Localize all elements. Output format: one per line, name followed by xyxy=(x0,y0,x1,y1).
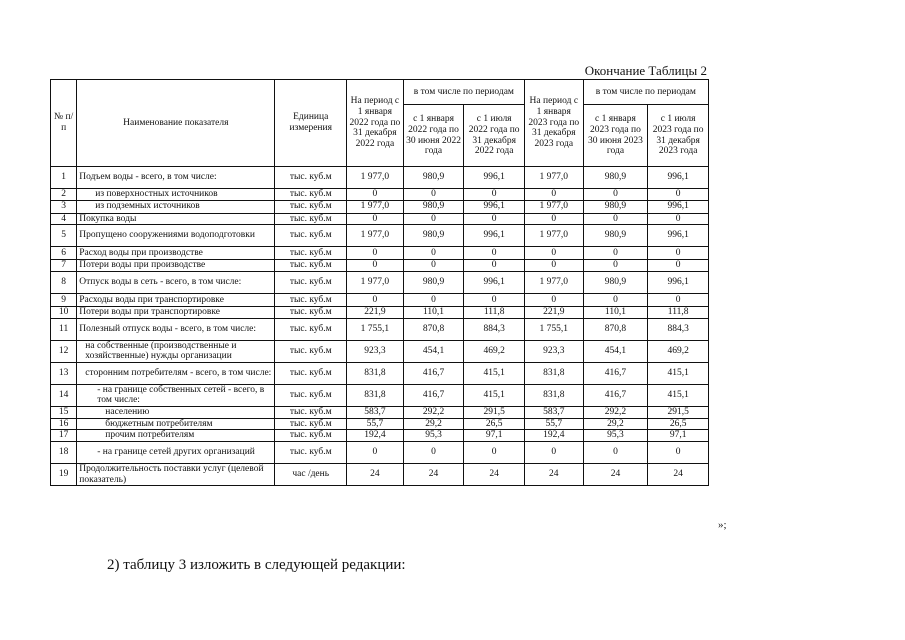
table-row xyxy=(51,306,709,318)
value-cell: 0 xyxy=(347,260,404,272)
row-number-cell: 18 xyxy=(51,441,77,463)
table-row xyxy=(51,213,709,225)
value-cell: 0 xyxy=(583,260,648,272)
value-cell: 97,1 xyxy=(464,430,525,442)
indicator-name-cell: населению xyxy=(77,407,275,419)
value-cell: 291,5 xyxy=(648,407,709,419)
value-cell: 221,9 xyxy=(347,306,404,318)
table-row xyxy=(51,247,709,260)
indicator-name-cell: Расход воды при производстве xyxy=(77,247,275,260)
value-cell: 996,1 xyxy=(464,200,525,213)
value-cell: 26,5 xyxy=(464,418,525,430)
table-row xyxy=(51,418,709,430)
row-number-cell: 13 xyxy=(51,362,77,384)
value-cell: 416,7 xyxy=(403,362,464,384)
unit-cell: тыс. куб.м xyxy=(275,189,347,201)
table-row xyxy=(51,271,709,293)
unit-cell: тыс. куб.м xyxy=(275,430,347,442)
water-balance-table xyxy=(50,79,709,486)
table-row xyxy=(51,318,709,340)
col-header-h2-2022: с 1 июля 2022 года по 31 декабря 2022 года xyxy=(464,105,525,167)
value-cell: 0 xyxy=(525,441,584,463)
value-cell: 24 xyxy=(648,463,709,485)
value-cell: 111,8 xyxy=(648,306,709,318)
table-row xyxy=(51,340,709,362)
value-cell: 415,1 xyxy=(464,362,525,384)
value-cell: 0 xyxy=(648,260,709,272)
value-cell: 0 xyxy=(583,293,648,306)
value-cell: 454,1 xyxy=(583,340,648,362)
value-cell: 1 977,0 xyxy=(347,225,404,247)
next-paragraph: 2) таблицу 3 изложить в следующей редакции: xyxy=(107,557,406,573)
unit-cell: тыс. куб.м xyxy=(275,260,347,272)
value-cell: 192,4 xyxy=(347,430,404,442)
unit-cell: тыс. куб.м xyxy=(275,213,347,225)
value-cell: 221,9 xyxy=(525,306,584,318)
unit-cell: тыс. куб.м xyxy=(275,318,347,340)
value-cell: 1 755,1 xyxy=(347,318,404,340)
table-row xyxy=(51,167,709,189)
value-cell: 1 977,0 xyxy=(525,200,584,213)
col-header-h1-2023: с 1 января 2023 года по 30 июня 2023 года xyxy=(583,105,648,167)
indicator-name-cell: - на границе собственных сетей - всего, в том числе: xyxy=(77,384,275,406)
indicator-name-cell: Отпуск воды в сеть - всего, в том числе: xyxy=(77,271,275,293)
unit-cell: тыс. куб.м xyxy=(275,225,347,247)
value-cell: 0 xyxy=(525,247,584,260)
col-header-period-2022: На период с 1 января 2022 года по 31 декабря 2022 года xyxy=(347,80,404,167)
value-cell: 110,1 xyxy=(583,306,648,318)
value-cell: 923,3 xyxy=(525,340,584,362)
row-number-cell: 15 xyxy=(51,407,77,419)
row-number-cell: 3 xyxy=(51,200,77,213)
indicator-name-cell: из поверхностных источников xyxy=(77,189,275,201)
value-cell: 831,8 xyxy=(347,362,404,384)
unit-cell: час /день xyxy=(275,463,347,485)
value-cell: 1 977,0 xyxy=(525,271,584,293)
table-row xyxy=(51,430,709,442)
col-header-period-2023: На период с 1 января 2023 года по 31 декабря 2023 года xyxy=(525,80,584,167)
indicator-name-cell: Подъем воды - всего, в том числе: xyxy=(77,167,275,189)
value-cell: 469,2 xyxy=(464,340,525,362)
col-header-name: Наименование показателя xyxy=(77,80,275,167)
row-number-cell: 11 xyxy=(51,318,77,340)
value-cell: 0 xyxy=(525,213,584,225)
value-cell: 0 xyxy=(464,247,525,260)
col-header-num: № п/п xyxy=(51,80,77,167)
table-row xyxy=(51,293,709,306)
row-number-cell: 17 xyxy=(51,430,77,442)
col-header-incl-2022: в том числе по периодам xyxy=(403,80,524,105)
unit-cell: тыс. куб.м xyxy=(275,362,347,384)
value-cell: 0 xyxy=(648,441,709,463)
value-cell: 0 xyxy=(583,213,648,225)
row-number-cell: 8 xyxy=(51,271,77,293)
unit-cell: тыс. куб.м xyxy=(275,418,347,430)
row-number-cell: 2 xyxy=(51,189,77,201)
value-cell: 0 xyxy=(648,213,709,225)
row-number-cell: 1 xyxy=(51,167,77,189)
value-cell: 415,1 xyxy=(648,384,709,406)
value-cell: 97,1 xyxy=(648,430,709,442)
col-header-h2-2023: с 1 июля 2023 года по 31 декабря 2023 года xyxy=(648,105,709,167)
value-cell: 980,9 xyxy=(583,200,648,213)
value-cell: 0 xyxy=(347,213,404,225)
row-number-cell: 6 xyxy=(51,247,77,260)
indicator-name-cell: Потери воды при производстве xyxy=(77,260,275,272)
indicator-name-cell: Потери воды при транспортировке xyxy=(77,306,275,318)
table-row xyxy=(51,384,709,406)
value-cell: 1 977,0 xyxy=(347,167,404,189)
indicator-name-cell: - на границе сетей других организаций xyxy=(77,441,275,463)
value-cell: 110,1 xyxy=(403,306,464,318)
indicator-name-cell: Продолжительность поставки услуг (целевой показатель) xyxy=(77,463,275,485)
col-header-h1-2022: с 1 января 2022 года по 30 июня 2022 года xyxy=(403,105,464,167)
table-row xyxy=(51,441,709,463)
value-cell: 454,1 xyxy=(403,340,464,362)
table-caption: Окончание Таблицы 2 xyxy=(584,63,707,78)
value-cell: 0 xyxy=(403,247,464,260)
value-cell: 980,9 xyxy=(403,225,464,247)
value-cell: 469,2 xyxy=(648,340,709,362)
value-cell: 24 xyxy=(583,463,648,485)
value-cell: 0 xyxy=(583,189,648,201)
indicator-name-cell: Пропущено сооружениями водоподготовки xyxy=(77,225,275,247)
indicator-name-cell: на собственные (производственные и хозяйственные) нужды организации xyxy=(77,340,275,362)
value-cell: 996,1 xyxy=(464,225,525,247)
value-cell: 0 xyxy=(464,189,525,201)
value-cell: 980,9 xyxy=(583,225,648,247)
value-cell: 583,7 xyxy=(525,407,584,419)
value-cell: 0 xyxy=(583,441,648,463)
value-cell: 29,2 xyxy=(403,418,464,430)
value-cell: 55,7 xyxy=(347,418,404,430)
table-row xyxy=(51,463,709,485)
row-number-cell: 5 xyxy=(51,225,77,247)
unit-cell: тыс. куб.м xyxy=(275,293,347,306)
value-cell: 980,9 xyxy=(403,271,464,293)
value-cell: 980,9 xyxy=(403,200,464,213)
value-cell: 26,5 xyxy=(648,418,709,430)
table-row xyxy=(51,407,709,419)
value-cell: 24 xyxy=(347,463,404,485)
value-cell: 55,7 xyxy=(525,418,584,430)
value-cell: 980,9 xyxy=(403,167,464,189)
value-cell: 95,3 xyxy=(403,430,464,442)
value-cell: 0 xyxy=(525,260,584,272)
col-header-incl-2023: в том числе по периодам xyxy=(583,80,708,105)
unit-cell: тыс. куб.м xyxy=(275,306,347,318)
table-row xyxy=(51,200,709,213)
table-row xyxy=(51,189,709,201)
table-body xyxy=(51,167,709,486)
row-number-cell: 10 xyxy=(51,306,77,318)
value-cell: 996,1 xyxy=(464,167,525,189)
row-number-cell: 9 xyxy=(51,293,77,306)
row-number-cell: 19 xyxy=(51,463,77,485)
value-cell: 1 977,0 xyxy=(347,271,404,293)
value-cell: 996,1 xyxy=(648,271,709,293)
value-cell: 996,1 xyxy=(464,271,525,293)
value-cell: 996,1 xyxy=(648,225,709,247)
unit-cell: тыс. куб.м xyxy=(275,407,347,419)
value-cell: 0 xyxy=(525,189,584,201)
value-cell: 996,1 xyxy=(648,200,709,213)
value-cell: 292,2 xyxy=(583,407,648,419)
value-cell: 24 xyxy=(525,463,584,485)
indicator-name-cell: сторонним потребителям - всего, в том числе: xyxy=(77,362,275,384)
value-cell: 831,8 xyxy=(525,384,584,406)
value-cell: 996,1 xyxy=(648,167,709,189)
row-number-cell: 16 xyxy=(51,418,77,430)
value-cell: 416,7 xyxy=(583,384,648,406)
unit-cell: тыс. куб.м xyxy=(275,441,347,463)
value-cell: 870,8 xyxy=(403,318,464,340)
closing-quote: »; xyxy=(718,519,727,531)
value-cell: 0 xyxy=(347,247,404,260)
row-number-cell: 14 xyxy=(51,384,77,406)
value-cell: 831,8 xyxy=(525,362,584,384)
value-cell: 1 977,0 xyxy=(347,200,404,213)
value-cell: 831,8 xyxy=(347,384,404,406)
indicator-name-cell: Расходы воды при транспортировке xyxy=(77,293,275,306)
value-cell: 95,3 xyxy=(583,430,648,442)
row-number-cell: 4 xyxy=(51,213,77,225)
value-cell: 923,3 xyxy=(347,340,404,362)
value-cell: 583,7 xyxy=(347,407,404,419)
value-cell: 1 755,1 xyxy=(525,318,584,340)
value-cell: 415,1 xyxy=(464,384,525,406)
value-cell: 0 xyxy=(403,189,464,201)
value-cell: 192,4 xyxy=(525,430,584,442)
value-cell: 0 xyxy=(464,441,525,463)
value-cell: 0 xyxy=(403,293,464,306)
value-cell: 0 xyxy=(464,213,525,225)
unit-cell: тыс. куб.м xyxy=(275,200,347,213)
value-cell: 24 xyxy=(464,463,525,485)
row-number-cell: 7 xyxy=(51,260,77,272)
unit-cell: тыс. куб.м xyxy=(275,271,347,293)
value-cell: 870,8 xyxy=(583,318,648,340)
table-row xyxy=(51,225,709,247)
value-cell: 415,1 xyxy=(648,362,709,384)
value-cell: 0 xyxy=(464,260,525,272)
table-row xyxy=(51,260,709,272)
value-cell: 111,8 xyxy=(464,306,525,318)
value-cell: 1 977,0 xyxy=(525,225,584,247)
value-cell: 292,2 xyxy=(403,407,464,419)
unit-cell: тыс. куб.м xyxy=(275,247,347,260)
value-cell: 0 xyxy=(403,260,464,272)
indicator-name-cell: из подземных источников xyxy=(77,200,275,213)
indicator-name-cell: Покупка воды xyxy=(77,213,275,225)
value-cell: 416,7 xyxy=(583,362,648,384)
value-cell: 0 xyxy=(648,189,709,201)
value-cell: 0 xyxy=(648,293,709,306)
value-cell: 0 xyxy=(403,213,464,225)
value-cell: 0 xyxy=(464,293,525,306)
value-cell: 1 977,0 xyxy=(525,167,584,189)
value-cell: 0 xyxy=(403,441,464,463)
value-cell: 29,2 xyxy=(583,418,648,430)
value-cell: 0 xyxy=(583,247,648,260)
value-cell: 416,7 xyxy=(403,384,464,406)
unit-cell: тыс. куб.м xyxy=(275,340,347,362)
indicator-name-cell: бюджетным потребителям xyxy=(77,418,275,430)
value-cell: 0 xyxy=(648,247,709,260)
value-cell: 0 xyxy=(347,189,404,201)
table-row xyxy=(51,362,709,384)
unit-cell: тыс. куб.м xyxy=(275,167,347,189)
value-cell: 884,3 xyxy=(648,318,709,340)
col-header-unit: Единица измерения xyxy=(275,80,347,167)
row-number-cell: 12 xyxy=(51,340,77,362)
value-cell: 0 xyxy=(525,293,584,306)
unit-cell: тыс. куб.м xyxy=(275,384,347,406)
value-cell: 980,9 xyxy=(583,167,648,189)
value-cell: 24 xyxy=(403,463,464,485)
indicator-name-cell: прочим потребителям xyxy=(77,430,275,442)
value-cell: 0 xyxy=(347,441,404,463)
value-cell: 884,3 xyxy=(464,318,525,340)
indicator-name-cell: Полезный отпуск воды - всего, в том числе: xyxy=(77,318,275,340)
value-cell: 0 xyxy=(347,293,404,306)
value-cell: 980,9 xyxy=(583,271,648,293)
value-cell: 291,5 xyxy=(464,407,525,419)
